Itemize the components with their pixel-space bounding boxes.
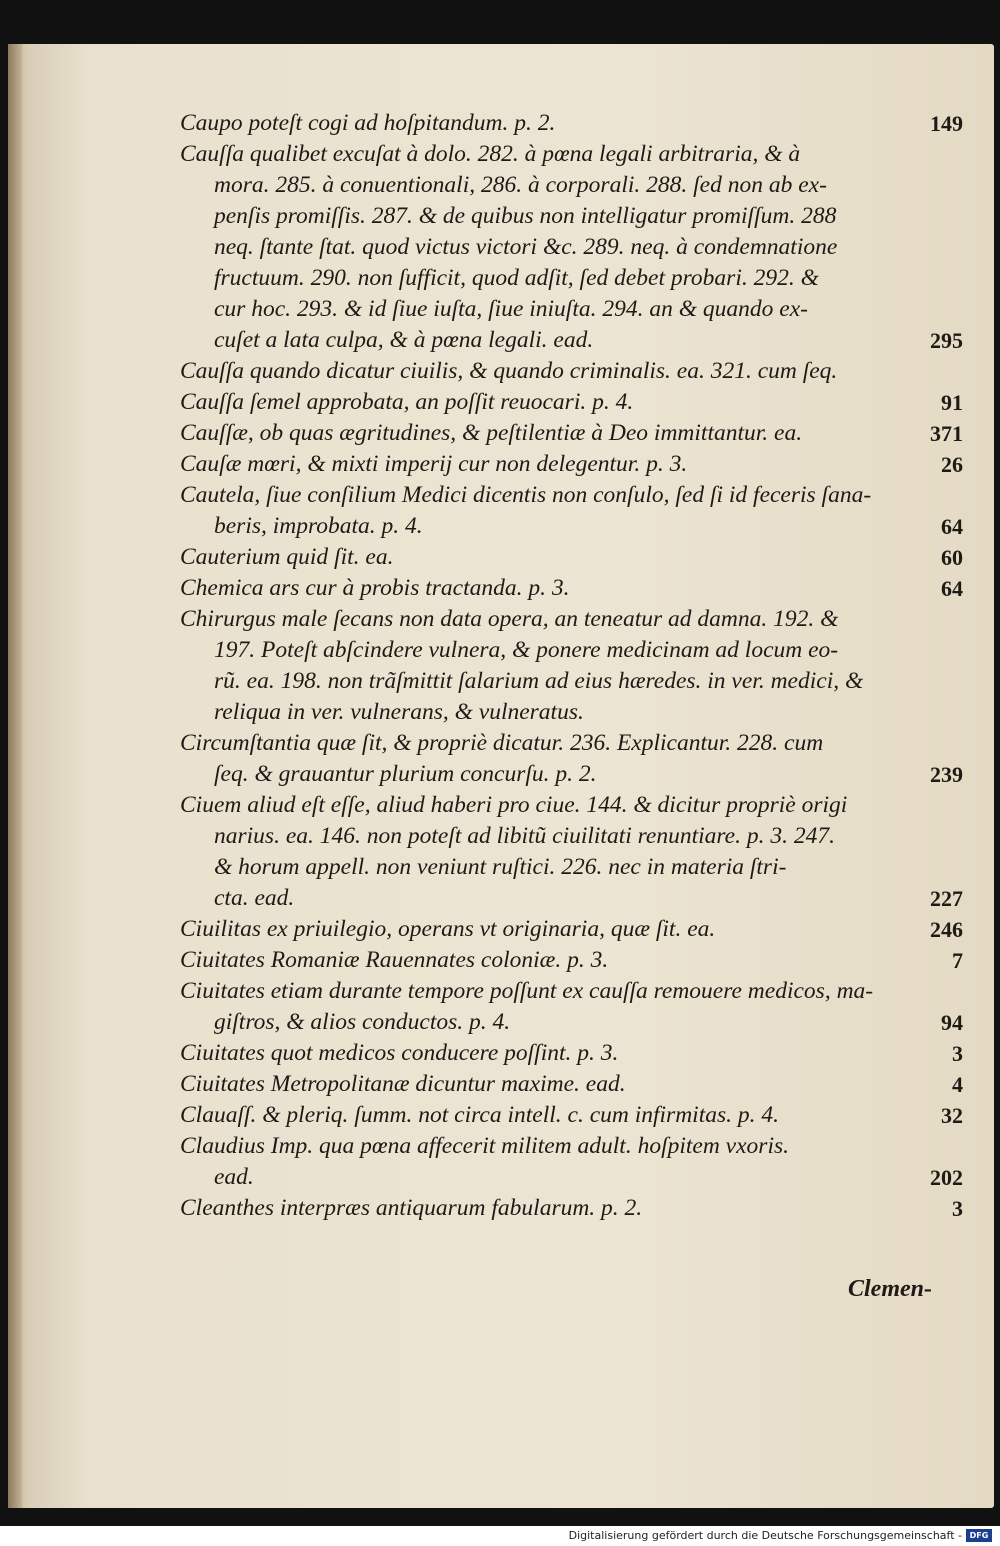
index-line-text: beris, improbata. p. 4. xyxy=(214,513,423,539)
index-line-text: Ciuitates Romaniæ Rauennates coloniæ. p. 3. xyxy=(180,947,609,973)
index-line xyxy=(180,1038,965,1069)
catchword: Clemen- xyxy=(848,1276,932,1302)
index-line xyxy=(180,201,965,232)
index-line xyxy=(180,976,965,1007)
index-line xyxy=(180,1193,965,1224)
index-line xyxy=(180,1007,965,1038)
page-reference: 3 xyxy=(952,1041,963,1066)
index-line xyxy=(180,480,965,511)
index-line xyxy=(180,945,965,976)
page-reference: 149 xyxy=(930,111,963,136)
index-line xyxy=(180,139,965,170)
index-line-text: 197. Poteſt abſcindere vulnera, & ponere medicinam ad locum eo- xyxy=(214,637,839,663)
footer xyxy=(0,1526,1000,1546)
page-reference: 4 xyxy=(952,1072,963,1097)
index-line xyxy=(180,387,965,418)
index-line-text: mora. 285. à conuentionali, 286. à corporali. 288. ſed non ab ex- xyxy=(214,172,827,198)
index-line-text: Cauſſæ, ob quas ægritudines, & peſtilentiæ à Deo immittantur. ea. xyxy=(180,420,803,446)
index-line-text: cur hoc. 293. & id ſiue iuſta, ſiue iniuſta. 294. an & quando ex- xyxy=(214,296,808,322)
index-line xyxy=(180,232,965,263)
index-line xyxy=(180,542,965,573)
index-line-text: Ciuem aliud eſt eſſe, aliud haberi pro ciue. 144. & dicitur propriè origi xyxy=(180,792,848,818)
index-line-text: Cauſſa qualibet excuſat à dolo. 282. à pœna legali arbitraria, & à xyxy=(180,141,801,167)
index-line-text: Ciuitates etiam durante tempore poſſunt ex cauſſa remouere medicos, ma- xyxy=(180,978,874,1004)
index-line-text: Chemica ars cur à probis tractanda. p. 3. xyxy=(180,575,570,601)
index-line-text: Circumſtantia quæ ſit, & propriè dicatur. 236. Explicantur. 228. cum xyxy=(180,730,824,756)
index-line-text: reliqua in ver. vulnerans, & vulneratus. xyxy=(214,699,584,725)
index-line-text: Ciuilitas ex priuilegio, operans vt originaria, quæ ſit. ea. xyxy=(180,916,716,942)
page-reference: 32 xyxy=(941,1103,963,1128)
index-line xyxy=(180,790,965,821)
index-line xyxy=(180,728,965,759)
index-line xyxy=(180,263,965,294)
index-line xyxy=(180,635,965,666)
index-line xyxy=(180,697,965,728)
index-line xyxy=(180,1162,965,1193)
page-reference: 64 xyxy=(941,576,963,601)
index-line xyxy=(180,666,965,697)
index-line xyxy=(180,511,965,542)
index-line xyxy=(180,294,965,325)
page-reference: 91 xyxy=(941,390,963,415)
page-reference: 26 xyxy=(941,452,963,477)
index-line xyxy=(180,573,965,604)
index-line-text: rũ. ea. 198. non trãſmittit ſalarium ad eius hæredes. in ver. medici, & xyxy=(214,668,864,694)
index-line xyxy=(180,604,965,635)
index-line-text: Cauſſa ſemel approbata, an poſſit reuocari. p. 4. xyxy=(180,389,634,415)
index-line-text: Ciuitates Metropolitanæ dicuntur maxime. ead. xyxy=(180,1071,626,1097)
index-line-text: Cautela, ſiue conſilium Medici dicentis non conſulo, ſed ſi id feceris ſana- xyxy=(180,482,872,508)
index-line-text: Cauſæ mœri, & mixti imperij cur non delegentur. p. 3. xyxy=(180,451,688,477)
index-line-text: ſeq. & grauantur plurium concurſu. p. 2. xyxy=(214,761,597,787)
index-line xyxy=(180,821,965,852)
index-line xyxy=(180,170,965,201)
page-reference: 60 xyxy=(941,545,963,570)
index-line xyxy=(180,883,965,914)
index-line-text: giſtros, & alios conductos. p. 4. xyxy=(214,1009,511,1035)
index-line xyxy=(180,914,965,945)
page-reference: 3 xyxy=(952,1196,963,1221)
index-line xyxy=(180,759,965,790)
index-line xyxy=(180,356,965,387)
index-line-text: Caupo poteſt cogi ad hoſpitandum. p. 2. xyxy=(180,110,556,136)
index-line xyxy=(180,852,965,883)
page-reference: 246 xyxy=(930,917,963,942)
index-line-text: Cauſſa quando dicatur ciuilis, & quando criminalis. ea. 321. cum ſeq. xyxy=(180,358,838,384)
index-line-text: & horum appell. non veniunt ruſtici. 226. nec in materia ſtri- xyxy=(214,854,787,880)
index-line xyxy=(180,1100,965,1131)
page-reference: 239 xyxy=(930,762,963,787)
index-text xyxy=(180,108,965,1224)
page-reference: 7 xyxy=(952,948,963,973)
index-line-text: Chirurgus male ſecans non data opera, an teneatur ad damna. 192. & xyxy=(180,606,839,632)
index-line-text: neq. ſtante ſtat. quod victus victori &c. 289. neq. à condemnatione xyxy=(214,234,838,260)
index-line-text: Cleanthes interpræs antiquarum fabularum. p. 2. xyxy=(180,1195,643,1221)
footer-credit: Digitalisierung gefördert durch die Deutsche Forschungsgemeinschaft - xyxy=(568,1529,962,1542)
page-reference: 202 xyxy=(930,1165,963,1190)
index-line xyxy=(180,1069,965,1100)
index-line-text: narius. ea. 146. non poteſt ad libitũ ciuilitati renuntiare. p. 3. 247. xyxy=(214,823,835,849)
page-reference: 371 xyxy=(930,421,963,446)
index-line-text: Claudius Imp. qua pœna affecerit militem adult. hoſpitem vxoris. xyxy=(180,1133,789,1159)
index-line-text: ead. xyxy=(214,1164,254,1190)
index-line xyxy=(180,325,965,356)
page-reference: 64 xyxy=(941,514,963,539)
page-reference: 94 xyxy=(941,1010,963,1035)
page-reference: 227 xyxy=(930,886,963,911)
dfg-logo-icon: DFG xyxy=(966,1529,992,1542)
index-line-text: Ciuitates quot medicos conducere poſſint. p. 3. xyxy=(180,1040,619,1066)
index-line-text: Clauaſſ. & pleriq. ſumm. not circa intell. c. cum infirmitas. p. 4. xyxy=(180,1102,779,1128)
index-line-text: fructuum. 290. non ſufficit, quod adſit, ſed debet probari. 292. & xyxy=(214,265,819,291)
index-line xyxy=(180,1131,965,1162)
index-line xyxy=(180,108,965,139)
index-line-text: Cauterium quid ſit. ea. xyxy=(180,544,394,570)
index-line xyxy=(180,418,965,449)
page-gutter xyxy=(8,44,22,1508)
index-line xyxy=(180,449,965,480)
index-line-text: cuſet a lata culpa, & à pœna legali. ead. xyxy=(214,327,594,353)
index-line-text: penſis promiſſis. 287. & de quibus non intelligatur promiſſum. 288 xyxy=(214,203,837,229)
index-line-text: cta. ead. xyxy=(214,885,295,911)
page-reference: 295 xyxy=(930,328,963,353)
